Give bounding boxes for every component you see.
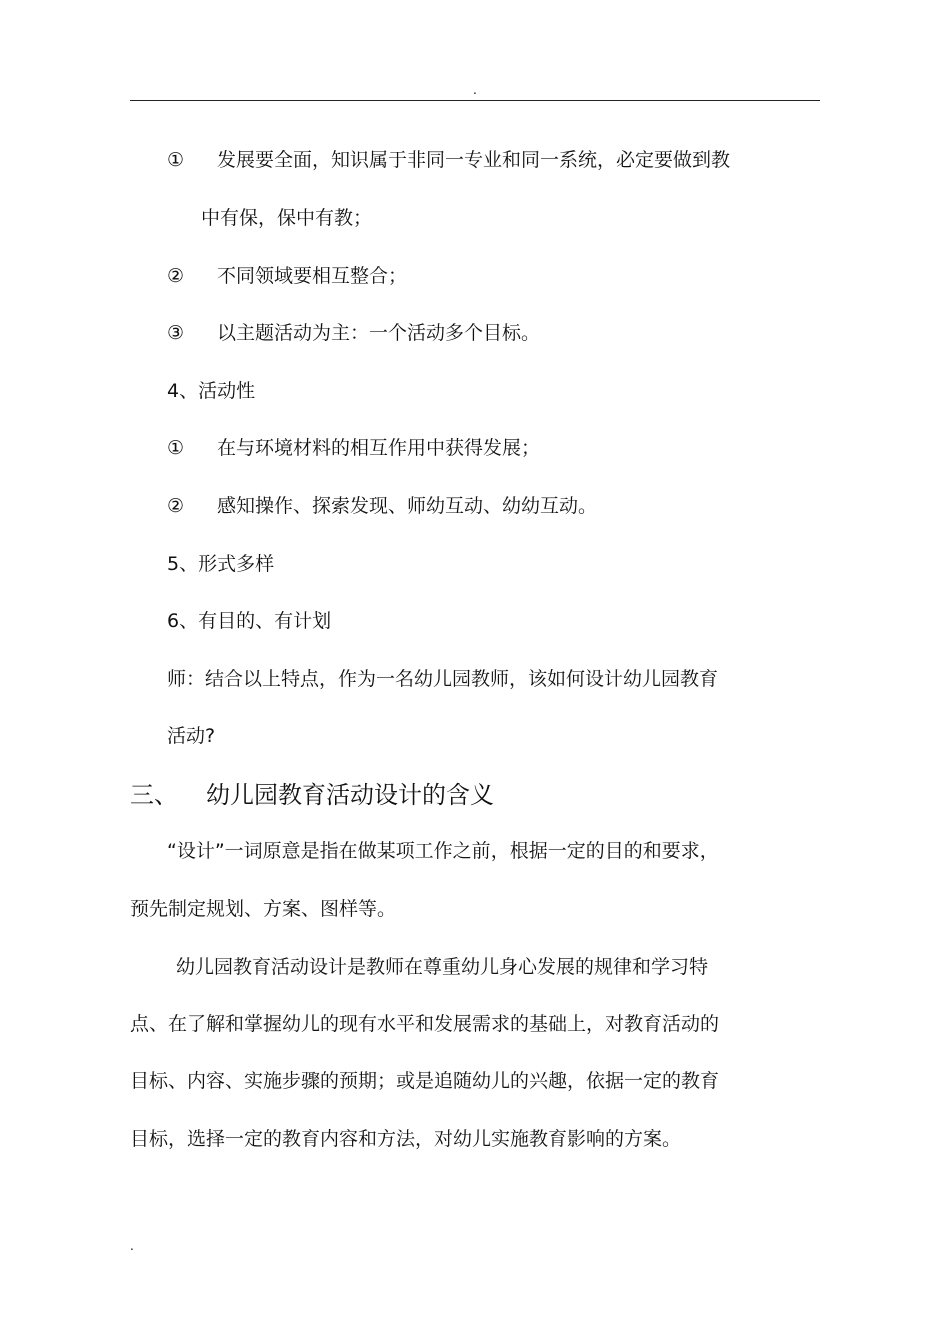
- list-marker: ②: [167, 265, 185, 287]
- list-item-text: 感知操作、探索发现、师幼互动、幼幼互动。: [217, 495, 598, 517]
- teacher-question-line: 活动?: [167, 725, 216, 747]
- list-marker: ③: [167, 322, 185, 344]
- paragraph-line: 目标，选择一定的教育内容和方法，对幼儿实施教育影响的方案。: [130, 1128, 682, 1150]
- list-item-text: 不同领域要相互整合；: [217, 265, 408, 287]
- list-marker: ①: [167, 437, 185, 459]
- header-rule: [130, 100, 820, 101]
- list-item-text: 发展要全面，知识属于非同一专业和同一系统，必定要做到教: [217, 149, 731, 171]
- list-item-continuation: 中有保，保中有教；: [201, 207, 373, 229]
- paragraph-line: 预先制定规划、方案、图样等。: [130, 898, 397, 920]
- list-item-text: 在与环境材料的相互作用中获得发展；: [217, 437, 541, 459]
- header-dot: .: [473, 83, 477, 97]
- section-number: 三、: [130, 781, 178, 809]
- section-title: 幼儿园教育活动设计的含义: [206, 781, 494, 809]
- list-marker: ②: [167, 495, 185, 517]
- footer-dot: .: [130, 1239, 134, 1253]
- paragraph-line: 点、在了解和掌握幼儿的现有水平和发展需求的基础上，对教育活动的: [130, 1013, 720, 1035]
- item-heading-6: 6、有目的、有计划: [167, 610, 332, 632]
- paragraph-line: “设计”一词原意是指在做某项工作之前，根据一定的目的和要求，: [167, 840, 719, 862]
- list-marker: ①: [167, 149, 185, 171]
- item-heading-4: 4、活动性: [167, 380, 256, 402]
- item-heading-5: 5、形式多样: [167, 553, 275, 575]
- teacher-question-line: 师：结合以上特点，作为一名幼儿园教师，该如何设计幼儿园教育: [167, 668, 719, 690]
- paragraph-line: 目标、内容、实施步骤的预期；或是追随幼儿的兴趣，依据一定的教育: [130, 1070, 720, 1092]
- paragraph-line: 幼儿园教育活动设计是教师在尊重幼儿身心发展的规律和学习特: [176, 956, 709, 978]
- list-item-text: 以主题活动为主：一个活动多个目标。: [217, 322, 541, 344]
